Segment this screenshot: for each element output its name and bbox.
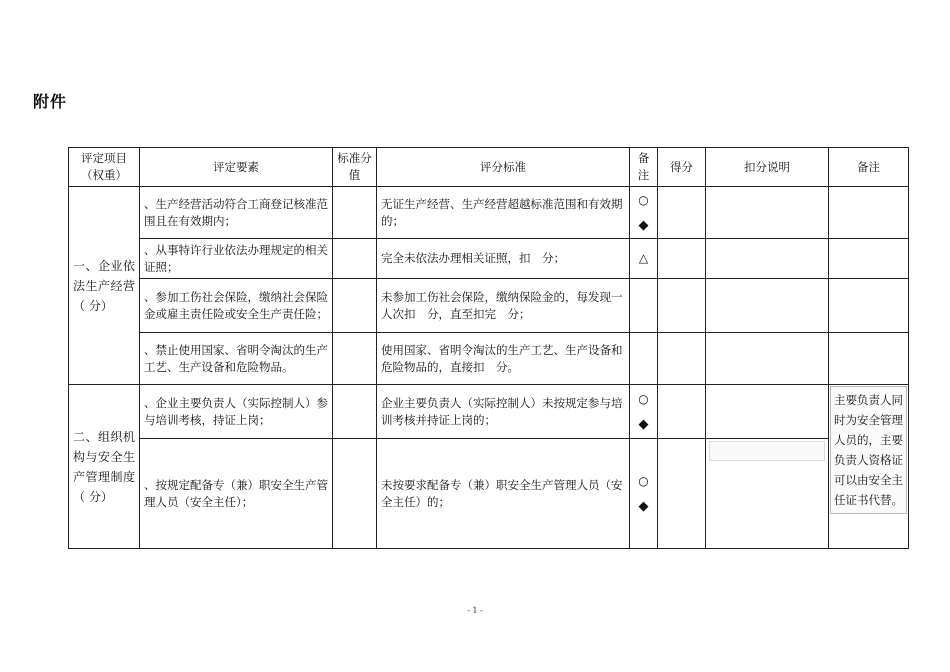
score-cell [333, 439, 377, 549]
deduct-cell [706, 385, 829, 439]
table-row [69, 239, 909, 279]
got-cell [658, 187, 706, 239]
element-cell: 、参加工伤社会保险，缴纳社会保险金或雇主责任险或安全生产责任险； [140, 279, 333, 333]
remark-cell [829, 279, 909, 333]
header-item: 评定项目（权重） [69, 148, 140, 187]
triangle-icon: △ [638, 251, 649, 265]
criteria-cell: 企业主要负责人（实际控制人）未按规定参与培训考核并持证上岗的； [377, 385, 630, 439]
section-name: 一、企业依法生产经营（ 分） [69, 187, 140, 385]
criteria-cell: 使用国家、省明令淘汰的生产工艺、生产设备和危险物品的，直接扣 分。 [377, 333, 630, 385]
circle-icon: ○ [638, 192, 649, 207]
criteria-cell: 无证生产经营、生产经营超越标准范围和有效期的； [377, 187, 630, 239]
note-cell [630, 279, 658, 333]
attachment-title: 附件 [33, 92, 68, 111]
remark-note: 主要负责人同时为安全管理人员的，主要负责人资格证可以由安全主任证书代替。 [830, 386, 907, 514]
table-row [69, 385, 909, 439]
page-number: - 1 - [467, 606, 483, 615]
header-element: 评定要素 [140, 148, 333, 187]
score-cell [333, 333, 377, 385]
criteria-cell: 完全未依法办理相关证照，扣 分； [377, 239, 630, 279]
circle-icon: ○ [638, 391, 649, 406]
remark-cell [829, 239, 909, 279]
element-cell: 、生产经营活动符合工商登记核准范围且在有效期内； [140, 187, 333, 239]
diamond-icon: ◆ [638, 498, 649, 514]
note-cell [630, 333, 658, 385]
header-remark: 备注 [829, 148, 909, 187]
deduct-input[interactable] [709, 441, 825, 461]
deduct-cell [706, 333, 829, 385]
got-cell [658, 279, 706, 333]
element-cell: 、禁止使用国家、省明令淘汰的生产工艺、生产设备和危险物品。 [140, 333, 333, 385]
header-row [69, 148, 909, 187]
criteria-cell: 未参加工伤社会保险，缴纳保险金的，每发现一人次扣 分，直至扣完 分； [377, 279, 630, 333]
diamond-icon: ◆ [638, 416, 649, 432]
section-name: 二、组织机构与安全生产管理制度（ 分） [69, 385, 140, 549]
element-cell: 、从事特许行业依法办理规定的相关证照； [140, 239, 333, 279]
deduct-cell[interactable] [706, 439, 829, 549]
header-got: 得分 [658, 148, 706, 187]
header-score: 标准分值 [333, 148, 377, 187]
element-cell: 、企业主要负责人（实际控制人）参与培训考核，持证上岗； [140, 385, 333, 439]
criteria-cell: 未按要求配备专（兼）职安全生产管理人员（安全主任）的； [377, 439, 630, 549]
table-row [69, 439, 909, 549]
diamond-icon: ◆ [638, 217, 649, 233]
table-row [69, 187, 909, 239]
note-cell [630, 385, 658, 439]
note-cell [630, 239, 658, 279]
remark-cell [829, 333, 909, 385]
note-cell [630, 439, 658, 549]
score-cell [333, 385, 377, 439]
header-deduct: 扣分说明 [706, 148, 829, 187]
got-cell [658, 439, 706, 549]
score-cell [333, 187, 377, 239]
circle-icon: ○ [638, 473, 649, 488]
score-cell [333, 239, 377, 279]
header-criteria: 评分标准 [377, 148, 630, 187]
remark-cell [829, 187, 909, 239]
element-cell: 、按规定配备专（兼）职安全生产管理人员（安全主任）； [140, 439, 333, 549]
evaluation-table [68, 147, 909, 549]
deduct-cell [706, 187, 829, 239]
table-row [69, 279, 909, 333]
header-note: 备注 [630, 148, 658, 187]
remark-cell [829, 385, 909, 549]
got-cell [658, 385, 706, 439]
deduct-cell [706, 239, 829, 279]
deduct-cell [706, 279, 829, 333]
score-cell [333, 279, 377, 333]
got-cell [658, 333, 706, 385]
note-cell [630, 187, 658, 239]
table-row [69, 333, 909, 385]
got-cell [658, 239, 706, 279]
